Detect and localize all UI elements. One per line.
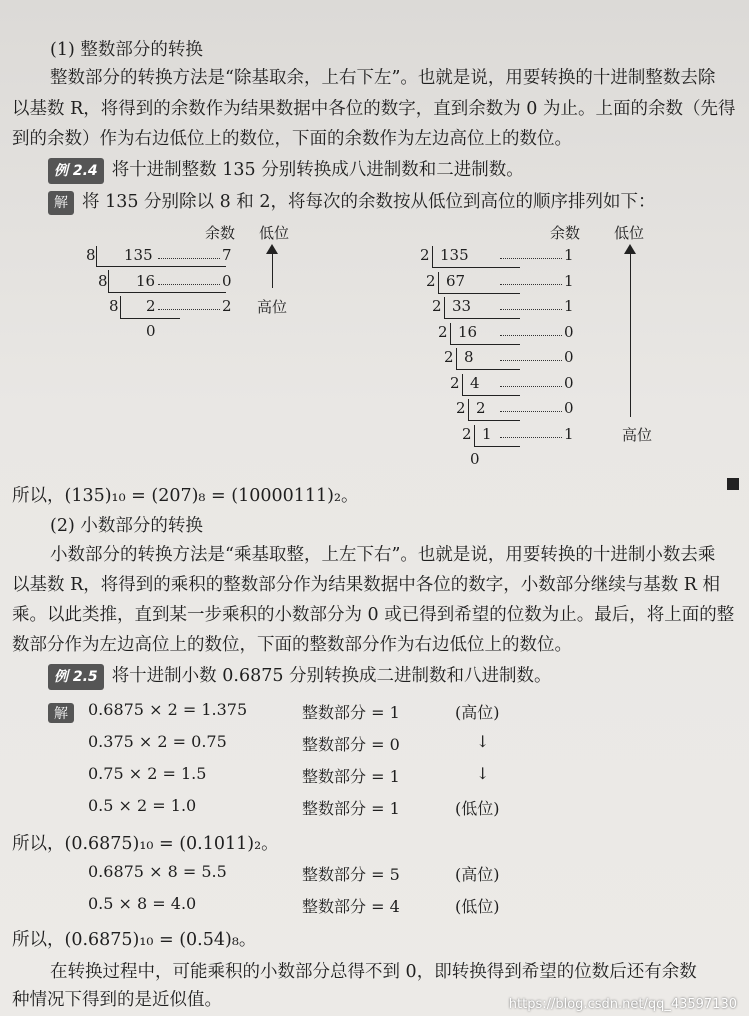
example-tag: 例 2.4: [48, 158, 104, 184]
calc-expr: 0.6875 × 2 = 1.375: [88, 700, 248, 719]
example-tag: 例 2.5: [48, 664, 104, 690]
solution-text: 将 135 分别除以 8 和 2，将每次的余数按从低位到高位的顺序排列如下：: [82, 192, 656, 212]
section2-p1: 小数部分的转换方法是“乘基取整，上左下右”。也就是说，用要转换的十进制小数去乘: [50, 545, 716, 565]
division-bracket-bottom: [450, 344, 520, 345]
up-arrow-icon: [630, 252, 631, 417]
dotted-leader: [500, 411, 562, 412]
divisor: 8: [109, 297, 119, 315]
low-position-label: 低位: [614, 224, 645, 242]
divisor: 2: [438, 322, 448, 341]
remainder-header: 余数: [550, 224, 581, 242]
quotient: 8: [464, 348, 474, 366]
dotted-leader: [500, 309, 562, 310]
remainder: 0: [222, 272, 232, 290]
dotted-leader: [500, 360, 562, 361]
division-bracket-bottom: [468, 420, 520, 421]
arrow-head-icon: [624, 244, 636, 254]
example-2-5: [48, 664, 552, 690]
divisor: 8: [98, 272, 108, 290]
remainder: 1: [564, 246, 574, 264]
division-bracket-left: [450, 323, 451, 344]
quotient: 67: [446, 271, 466, 290]
dotted-leader: [158, 258, 220, 259]
section2-p3: 乘。以此类推，直到某一步乘积的小数部分为 0 或已得到希望的位数为止。最后，将上面的整: [12, 605, 735, 625]
division-bracket-left: [456, 348, 457, 369]
calc-int: 整数部分 = 1: [302, 799, 400, 818]
dotted-leader: [500, 437, 562, 438]
calc-note: (低位): [455, 799, 500, 818]
remainder-header: 余数: [205, 224, 236, 242]
calc-note: ↓: [476, 732, 490, 751]
remainder: 2: [222, 297, 232, 315]
divisor: 2: [444, 348, 454, 366]
arrow-head-icon: [266, 244, 278, 254]
divisor: 2: [450, 373, 460, 392]
division-bracket-bottom: [474, 446, 520, 447]
tail-line2: 种情况下得到的是近似值。: [12, 990, 222, 1010]
high-position-label: 高位: [257, 298, 288, 316]
solution-tag: 解: [48, 191, 74, 215]
calc-note: ↓: [476, 764, 490, 783]
divisor: 8: [86, 246, 96, 264]
division-bracket-bottom: [462, 395, 520, 396]
remainder: 0: [564, 322, 574, 341]
dotted-leader: [500, 284, 562, 285]
calc-note: (高位): [455, 865, 500, 884]
quotient: 0: [146, 322, 156, 340]
divisor: 2: [462, 424, 472, 443]
division-bracket-bottom: [438, 293, 520, 294]
quotient: 4: [470, 373, 480, 392]
high-position-label: 高位: [622, 426, 653, 444]
calc-expr: 0.5 × 2 = 1.0: [88, 796, 197, 815]
dotted-leader: [158, 309, 220, 310]
remainder: 0: [564, 348, 574, 366]
calc-expr: 0.5 × 8 = 4.0: [88, 894, 197, 913]
division-bracket-left: [438, 272, 439, 293]
solution-tag: 解: [48, 703, 74, 723]
division-bracket-bottom: [432, 267, 520, 268]
calc-expr: 0.375 × 2 = 0.75: [88, 732, 227, 751]
division-bracket-left: [474, 425, 475, 446]
section1-heading: (1) 整数部分的转换: [50, 40, 203, 60]
watermark: https://blog.csdn.net/qq_43597130: [508, 997, 737, 1012]
dotted-leader: [500, 335, 562, 336]
result-fraction-octal: 所以，(0.6875)₁₀ = (0.54)₈。: [12, 930, 257, 950]
quotient: 33: [452, 297, 472, 315]
remainder: 0: [564, 399, 574, 417]
quotient: 2: [146, 297, 156, 315]
remainder: 7: [222, 246, 232, 264]
division-bracket-bottom: [456, 369, 520, 370]
calc-expr: 0.75 × 2 = 1.5: [88, 764, 207, 783]
quotient: 16: [458, 322, 478, 341]
section1-p3: 到的余数）作为右边低位上的数位，下面的余数作为左边高位上的数位。: [12, 129, 572, 149]
quotient: 135: [440, 246, 469, 264]
example-text: 将十进制整数 135 分别转换成八进制数和二进制数。: [111, 160, 524, 180]
remainder: 1: [564, 297, 574, 315]
calc-note: (低位): [455, 897, 500, 916]
calc-expr: 0.6875 × 8 = 5.5: [88, 862, 227, 881]
example-text: 将十进制小数 0.6875 分别转换成二进制数和八进制数。: [111, 666, 552, 686]
calc-int: 整数部分 = 0: [302, 735, 400, 754]
quotient: 135: [124, 246, 153, 264]
remainder: 0: [564, 373, 574, 392]
section2-heading: (2) 小数部分的转换: [50, 516, 203, 536]
dotted-leader: [158, 284, 220, 285]
example-2-4: [48, 158, 524, 184]
solution-2-4: [48, 190, 655, 215]
quotient: 0: [470, 450, 480, 468]
quotient: 16: [136, 272, 156, 290]
section2-p2: 以基数 R，将得到的乘积的整数部分作为结果数据中各位的数字，小数部分继续与基数 R 相: [12, 575, 721, 595]
calc-int: 整数部分 = 4: [302, 897, 400, 916]
result-integer: 所以，(135)₁₀ = (207)₈ = (10000111)₂。: [12, 486, 359, 506]
section1-p1: 整数部分的转换方法是“除基取余，上右下左”。也就是说，用要转换的十进制整数去除: [50, 68, 716, 88]
divisor: 2: [420, 246, 430, 264]
dotted-leader: [500, 386, 562, 387]
section1-p2: 以基数 R，将得到的余数作为结果数据中各位的数字，直到余数为 0 为止。上面的余数（先得: [12, 99, 736, 119]
division-bracket-left: [444, 297, 445, 318]
low-position-label: 低位: [259, 224, 290, 242]
division-bracket-bottom: [444, 318, 520, 319]
division-bracket-left: [468, 399, 469, 420]
divisor: 2: [426, 271, 436, 290]
divisor: 2: [456, 399, 466, 417]
calc-int: 整数部分 = 1: [302, 703, 400, 722]
tail-line1: 在转换过程中，可能乘积的小数部分总得不到 0，即转换得到希望的位数后还有余数: [50, 962, 697, 982]
divisor: 2: [432, 297, 442, 315]
quotient: 1: [482, 424, 492, 443]
dotted-leader: [500, 258, 562, 259]
calc-note: (高位): [455, 703, 500, 722]
end-of-example-mark: [727, 478, 739, 490]
result-fraction-binary: 所以，(0.6875)₁₀ = (0.1011)₂。: [12, 834, 279, 854]
division-bracket-left: [432, 246, 433, 267]
section2-p4: 数部分作为左边高位上的数位，下面的整数部分作为右边低位上的数位。: [12, 635, 572, 655]
quotient: 2: [476, 399, 486, 417]
calc-int: 整数部分 = 5: [302, 865, 400, 884]
remainder: 1: [564, 424, 574, 443]
calc-int: 整数部分 = 1: [302, 767, 400, 786]
up-arrow-icon: [272, 248, 273, 288]
division-bracket-left: [462, 374, 463, 395]
remainder: 1: [564, 271, 574, 290]
